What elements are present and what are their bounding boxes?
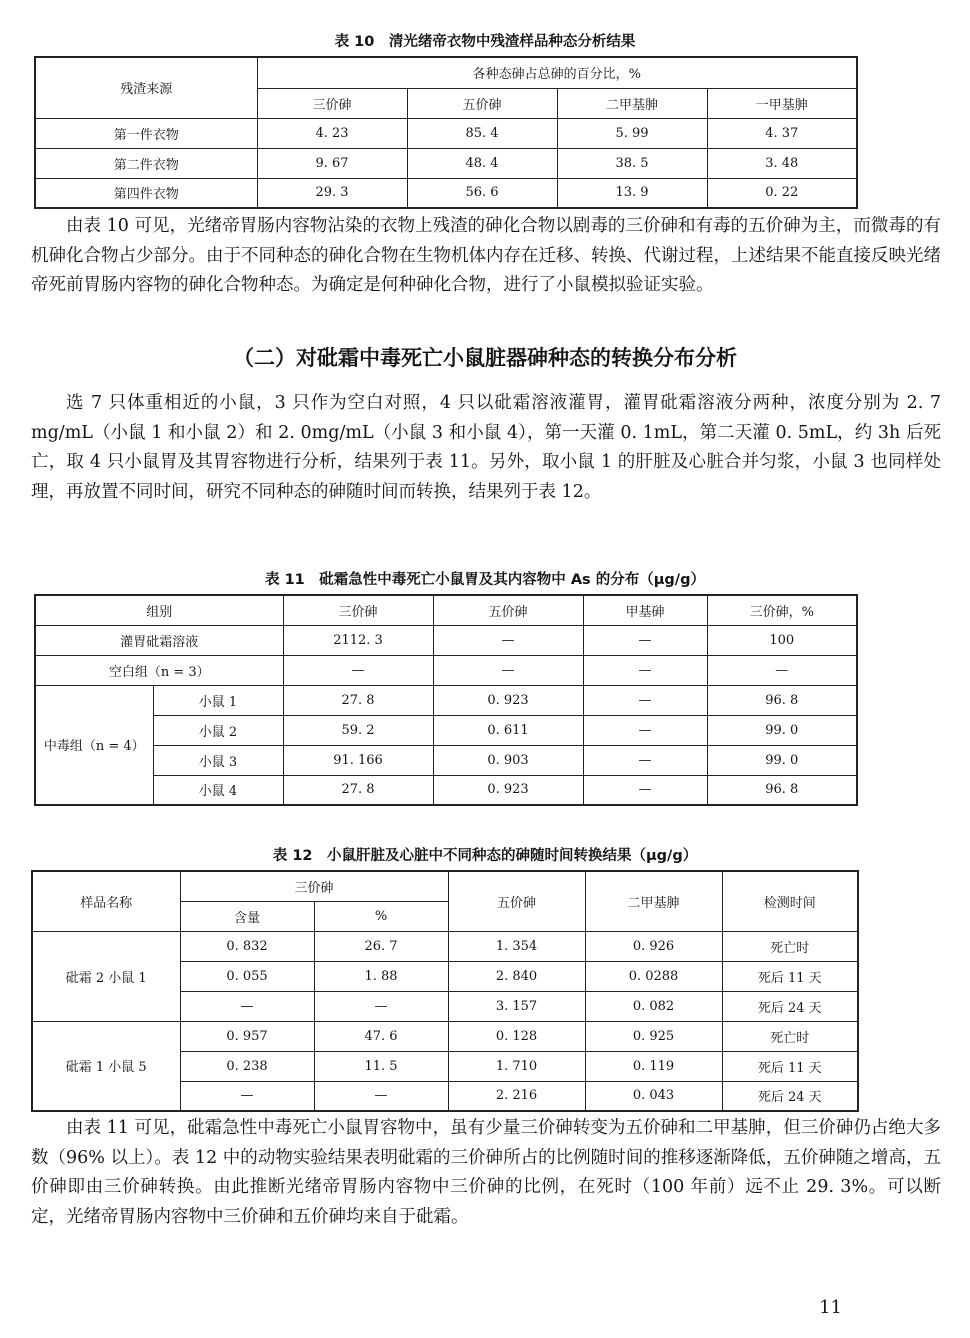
table11-header: 甲基砷	[583, 595, 707, 625]
cell: 0. 923	[433, 775, 583, 805]
cell: 死亡时	[722, 931, 858, 961]
table-row	[35, 775, 857, 805]
table-row	[32, 931, 858, 961]
cell: 56. 6	[407, 178, 557, 208]
table10-header-group: 各种态砷占总砷的百分比，%	[257, 57, 857, 88]
group-label: 砒霜 1 小鼠 5	[32, 1021, 180, 1111]
cell: 96. 8	[707, 685, 857, 715]
group-label: 中毒组（n = 4）	[35, 685, 153, 805]
cell: —	[180, 991, 314, 1021]
row-label: 小鼠 2	[153, 715, 283, 745]
cell: 0. 923	[433, 685, 583, 715]
cell: —	[583, 775, 707, 805]
row-label: 小鼠 3	[153, 745, 283, 775]
cell: 29. 3	[257, 178, 407, 208]
table-row	[35, 715, 857, 745]
table11-header: 三价砷	[283, 595, 433, 625]
cell: 100	[707, 625, 857, 655]
cell: 1. 354	[448, 931, 585, 961]
table10-caption: 表 10 清光绪帝衣物中残渣样品种态分析结果	[334, 34, 636, 50]
cell: 38. 5	[557, 148, 707, 178]
cell: 5. 99	[557, 118, 707, 148]
table-row	[35, 118, 857, 148]
table-row	[35, 685, 857, 715]
table-row	[35, 148, 857, 178]
cell: —	[283, 655, 433, 685]
paragraph-3: 由表 11 可见，砒霜急性中毒死亡小鼠胃容物中，虽有少量三价砷转变为五价砷和二甲基胂，但三价砷仍占绝大多数（96% 以上）。表 12 中的动物实验结果表明砒霜的三价砷所占的比例随时间的推移逐渐降低，五价砷随之增高，五价砷即由三价砷转换。由此推断光绪帝胃肠内容物中三价砷的比例，在死时（100 年前）远不止 29. 3%。可以断定，光绪帝胃肠内容物中三价砷和五价砷均来自于砒霜。	[31, 1118, 941, 1227]
table-row	[35, 625, 857, 655]
cell: 0. 043	[585, 1081, 722, 1111]
page-number: 11	[819, 1297, 842, 1318]
cell: —	[433, 655, 583, 685]
table11	[34, 594, 858, 806]
cell: 0. 238	[180, 1051, 314, 1081]
cell: —	[314, 991, 448, 1021]
cell: 85. 4	[407, 118, 557, 148]
cell: 0. 082	[585, 991, 722, 1021]
table-row	[35, 655, 857, 685]
row-label: 灌胃砒霜溶液	[35, 625, 283, 655]
cell: 26. 7	[314, 931, 448, 961]
table-row	[35, 745, 857, 775]
table12-header-percent: %	[314, 901, 448, 931]
cell: 0. 128	[448, 1021, 585, 1051]
table12-header-content: 含量	[180, 901, 314, 931]
cell: —	[583, 625, 707, 655]
cell: 0. 903	[433, 745, 583, 775]
cell: 4. 37	[707, 118, 857, 148]
table12	[31, 870, 859, 1112]
cell: —	[583, 745, 707, 775]
cell: 0. 832	[180, 931, 314, 961]
row-label: 小鼠 1	[153, 685, 283, 715]
table12-header-time: 检测时间	[722, 871, 858, 931]
cell: 3. 48	[707, 148, 857, 178]
cell: 1. 88	[314, 961, 448, 991]
cell: 9. 67	[257, 148, 407, 178]
cell: 13. 9	[557, 178, 707, 208]
paragraph-1: 由表 10 可见，光绪帝胃肠内容物沾染的衣物上残渣的砷化合物以剧毒的三价砷和有毒的五价砷为主，而微毒的有机砷化合物占少部分。由于不同种态的砷化合物在生物机体内存在迁移、转换、代谢过程，上述结果不能直接反映光绪帝死前胃肠内容物的砷化合物种态。为确定是何种砷化合物，进行了小鼠模拟验证实验。	[31, 216, 941, 295]
row-label: 第二件衣物	[35, 148, 257, 178]
table12-header-pentavalent: 五价砷	[448, 871, 585, 931]
table-row	[35, 178, 857, 208]
table-row	[32, 1021, 858, 1051]
cell: 48. 4	[407, 148, 557, 178]
cell: 99. 0	[707, 745, 857, 775]
cell: —	[707, 655, 857, 685]
cell: 0. 119	[585, 1051, 722, 1081]
table10-col: 二甲基胂	[557, 88, 707, 118]
row-label: 第四件衣物	[35, 178, 257, 208]
cell: 3. 157	[448, 991, 585, 1021]
cell: 0. 925	[585, 1021, 722, 1051]
cell: 2. 840	[448, 961, 585, 991]
table12-caption: 表 12 小鼠肝脏及心脏中不同种态的砷随时间转换结果（μg/g）	[272, 848, 698, 864]
paragraph-2: 选 7 只体重相近的小鼠，3 只作为空白对照，4 只以砒霜溶液灌胃，灌胃砒霜溶液分两种，浓度分别为 2. 7 mg/mL（小鼠 1 和小鼠 2）和 2. 0mg/mL（小鼠 3 和小鼠 4），第一天灌 0. 1mL，第二天灌 0. 5mL，约 3h 后死亡，取 4 只小鼠胃及其胃容物进行分析，结果列于表 11。另外，取小鼠 1 的肝脏及心脏合并匀浆，小鼠 3 也同样处理，再放置不同时间，研究不同种态的砷随时间而转换，结果列于表 12。	[31, 393, 941, 502]
cell: 0. 957	[180, 1021, 314, 1051]
cell: 91. 166	[283, 745, 433, 775]
cell: 0. 0288	[585, 961, 722, 991]
table10-header-source: 残渣来源	[35, 57, 257, 118]
cell: 死后 11 天	[722, 1051, 858, 1081]
cell: —	[180, 1081, 314, 1111]
cell: 死后 24 天	[722, 991, 858, 1021]
cell: 99. 0	[707, 715, 857, 745]
table10-col: 一甲基胂	[707, 88, 857, 118]
table10	[34, 56, 858, 209]
cell: —	[583, 685, 707, 715]
cell: 死后 11 天	[722, 961, 858, 991]
cell: 2. 216	[448, 1081, 585, 1111]
cell: 0. 926	[585, 931, 722, 961]
cell: 1. 710	[448, 1051, 585, 1081]
cell: 4. 23	[257, 118, 407, 148]
table11-header: 三价砷，%	[707, 595, 857, 625]
table11-header: 五价砷	[433, 595, 583, 625]
table12-header-trivalent: 三价砷	[180, 871, 448, 901]
cell: 96. 8	[707, 775, 857, 805]
table11-header: 组别	[35, 595, 283, 625]
cell: 0. 22	[707, 178, 857, 208]
cell: 47. 6	[314, 1021, 448, 1051]
table12-header-sample: 样品名称	[32, 871, 180, 931]
cell: —	[433, 625, 583, 655]
cell: 27. 8	[283, 685, 433, 715]
cell: 死亡时	[722, 1021, 858, 1051]
row-label: 第一件衣物	[35, 118, 257, 148]
table12-header-dimethyl: 二甲基胂	[585, 871, 722, 931]
row-label: 空白组（n = 3）	[35, 655, 283, 685]
cell: 2112. 3	[283, 625, 433, 655]
table10-col: 三价砷	[257, 88, 407, 118]
cell: —	[314, 1081, 448, 1111]
section-heading: （二）对砒霜中毒死亡小鼠脏器砷种态的转换分布分析	[233, 346, 737, 370]
table10-col: 五价砷	[407, 88, 557, 118]
cell: 死后 24 天	[722, 1081, 858, 1111]
table11-caption: 表 11 砒霜急性中毒死亡小鼠胃及其内容物中 As 的分布（μg/g）	[265, 572, 705, 588]
cell: 59. 2	[283, 715, 433, 745]
cell: 11. 5	[314, 1051, 448, 1081]
cell: 0. 611	[433, 715, 583, 745]
cell: —	[583, 715, 707, 745]
row-label: 小鼠 4	[153, 775, 283, 805]
group-label: 砒霜 2 小鼠 1	[32, 931, 180, 1021]
cell: 27. 8	[283, 775, 433, 805]
cell: —	[583, 655, 707, 685]
cell: 0. 055	[180, 961, 314, 991]
